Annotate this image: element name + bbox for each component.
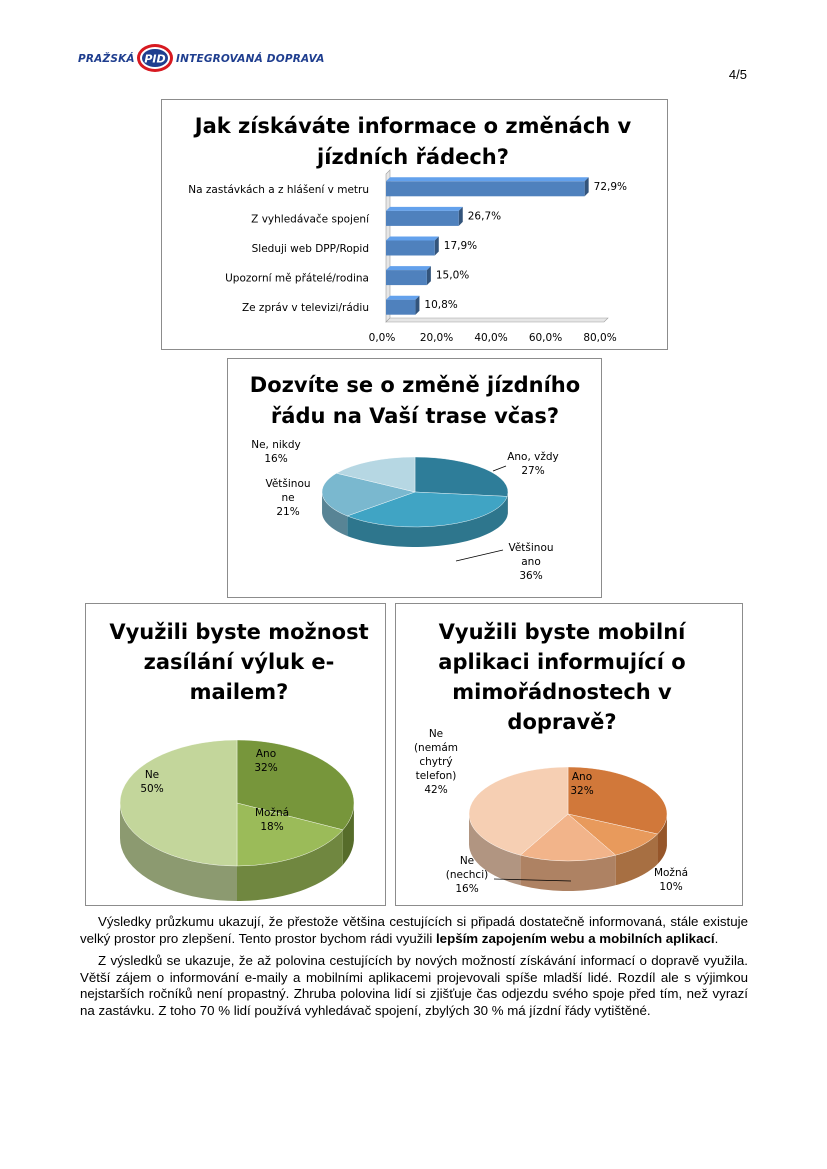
bar <box>386 241 435 256</box>
slice-label: ano <box>521 556 541 568</box>
timely-info-chart <box>227 358 602 598</box>
slice-label: Ano, vždy <box>507 451 559 463</box>
data-label: 17,9% <box>443 240 478 252</box>
slice-label: (nemám <box>413 742 459 754</box>
chart-title-line: Využili byste možnost <box>109 620 369 644</box>
paragraph-1-end: . <box>714 930 719 946</box>
slice-label: 18% <box>260 821 284 833</box>
slice-label: 32% <box>254 762 278 774</box>
chart-title-line: dopravě? <box>507 710 617 734</box>
bar <box>386 300 415 315</box>
slice-label: Možná <box>653 867 689 879</box>
pid-emblem-text: PID <box>144 52 166 66</box>
bar-top <box>386 237 439 241</box>
chart-title-line: aplikaci informující o <box>438 650 686 674</box>
slice-label: Ne <box>144 769 160 781</box>
x-tick-label: 80,0% <box>583 332 617 344</box>
mobile-app-chart <box>395 603 743 906</box>
slice-label: 50% <box>140 783 164 795</box>
floor <box>386 318 608 322</box>
leader-line <box>456 550 503 561</box>
pid-emblem-icon <box>136 42 174 74</box>
bar-top <box>386 296 419 300</box>
category-label: Sleduji web DPP/Ropid <box>251 243 369 255</box>
slice-label: 36% <box>519 570 543 582</box>
brand-right-text: INTEGROVANÁ DOPRAVA <box>176 53 325 65</box>
chart-title-line: mimořádnostech v <box>452 680 672 704</box>
slice-label: Ne <box>428 728 444 740</box>
data-label: 26,7% <box>467 210 502 223</box>
chart-title-line: jízdních řádech? <box>317 145 509 169</box>
slice-label: Většinou <box>508 542 554 554</box>
email-outage-chart <box>85 603 386 906</box>
slice-label: Většinou <box>265 478 311 490</box>
bar-top <box>386 177 589 181</box>
chart-title-line: Dozvíte se o změně jízdního <box>249 373 581 397</box>
paragraph-1 <box>80 914 748 947</box>
slice-label: Ano <box>255 748 277 760</box>
x-tick-label: 40,0% <box>474 332 508 344</box>
slice-label: 27% <box>521 465 545 477</box>
slice-label: 16% <box>455 883 479 895</box>
timely-info-chart-svg <box>228 359 603 599</box>
slice-label: Ne, nikdy <box>251 439 301 451</box>
slice-label: Ano <box>571 771 593 783</box>
slice-label: 32% <box>570 785 594 797</box>
email-outage-chart-svg <box>86 604 387 907</box>
bar-top <box>386 266 431 270</box>
chart-title-line: mailem? <box>189 680 289 704</box>
pie-slice <box>415 457 508 496</box>
bar <box>386 181 585 196</box>
info-source-chart <box>161 99 668 350</box>
x-tick-label: 20,0% <box>419 332 454 344</box>
bar <box>386 211 459 226</box>
x-tick-label: 60,0% <box>528 332 563 344</box>
bar <box>386 270 427 285</box>
data-label: 72,9% <box>593 180 628 193</box>
slice-label: chytrý <box>419 756 453 768</box>
bar-top <box>386 207 463 211</box>
pie-side <box>507 493 508 516</box>
data-label: 15,0% <box>435 269 470 282</box>
leader-line <box>493 466 506 471</box>
paragraph-1-bold: lepším zapojením webu a mobilních aplikací <box>435 930 715 946</box>
slice-label: Ne <box>459 855 475 867</box>
mobile-app-chart-svg <box>396 604 744 907</box>
category-label: Na zastávkách a z hlášení v metru <box>188 183 369 196</box>
pid-logo <box>78 44 328 76</box>
category-label: Ze zpráv v televizi/rádiu <box>241 302 369 315</box>
slice-label: 10% <box>659 881 683 893</box>
chart-title-line: Využili byste mobilní <box>438 620 686 644</box>
slice-label: 16% <box>264 453 288 465</box>
brand-left-text: PRAŽSKÁ <box>78 53 135 65</box>
chart-title-line: zasílání výluk e- <box>143 650 335 674</box>
slice-label: 21% <box>276 506 300 518</box>
chart-title-line: řádu na Vaší trase včas? <box>270 404 560 428</box>
page-number: 4/5 <box>728 67 747 82</box>
slice-label: Možná <box>254 807 290 819</box>
slice-label: 42% <box>424 784 448 796</box>
data-label: 10,8% <box>424 299 458 312</box>
paragraph-2: Z výsledků se ukazuje, že až polovina cestujících by nových možností získávání informací o dopravě využila. Větší zájem o informování e-maily a mobilními aplikacemi projevovali spíše mladší lidé. Rozdíl ale s výjimkou nejstarších ročníků není propastný. Zhruba polovina lidí si zjišťuje čas odjezdu svého spoje před tím, než vyrazí na zastávku. Z toho 70 % lidí používá vyhledávač spojení, zbylých 30 % má jízdní řády vytištěné. <box>80 953 748 1018</box>
slice-label: ne <box>281 492 295 504</box>
slice-label: telefon) <box>415 770 457 782</box>
category-label: Upozorní mě přátelé/rodina <box>225 272 369 285</box>
slice-label: (nechci) <box>445 869 489 881</box>
x-tick-label: 0,0% <box>368 332 396 344</box>
category-label: Z vyhledávače spojení <box>251 213 369 226</box>
paragraph-1-text: Výsledky průzkumu ukazují, že přestože většina cestujících si připadá dostatečně informovaná, stále existuje velký prostor pro zlepšení. Tento prostor bychom rádi využili <box>80 914 748 946</box>
info-source-chart-svg <box>162 100 669 351</box>
chart-title-line: Jak získáváte informace o změnách v <box>194 114 632 138</box>
body-text <box>80 914 748 1025</box>
